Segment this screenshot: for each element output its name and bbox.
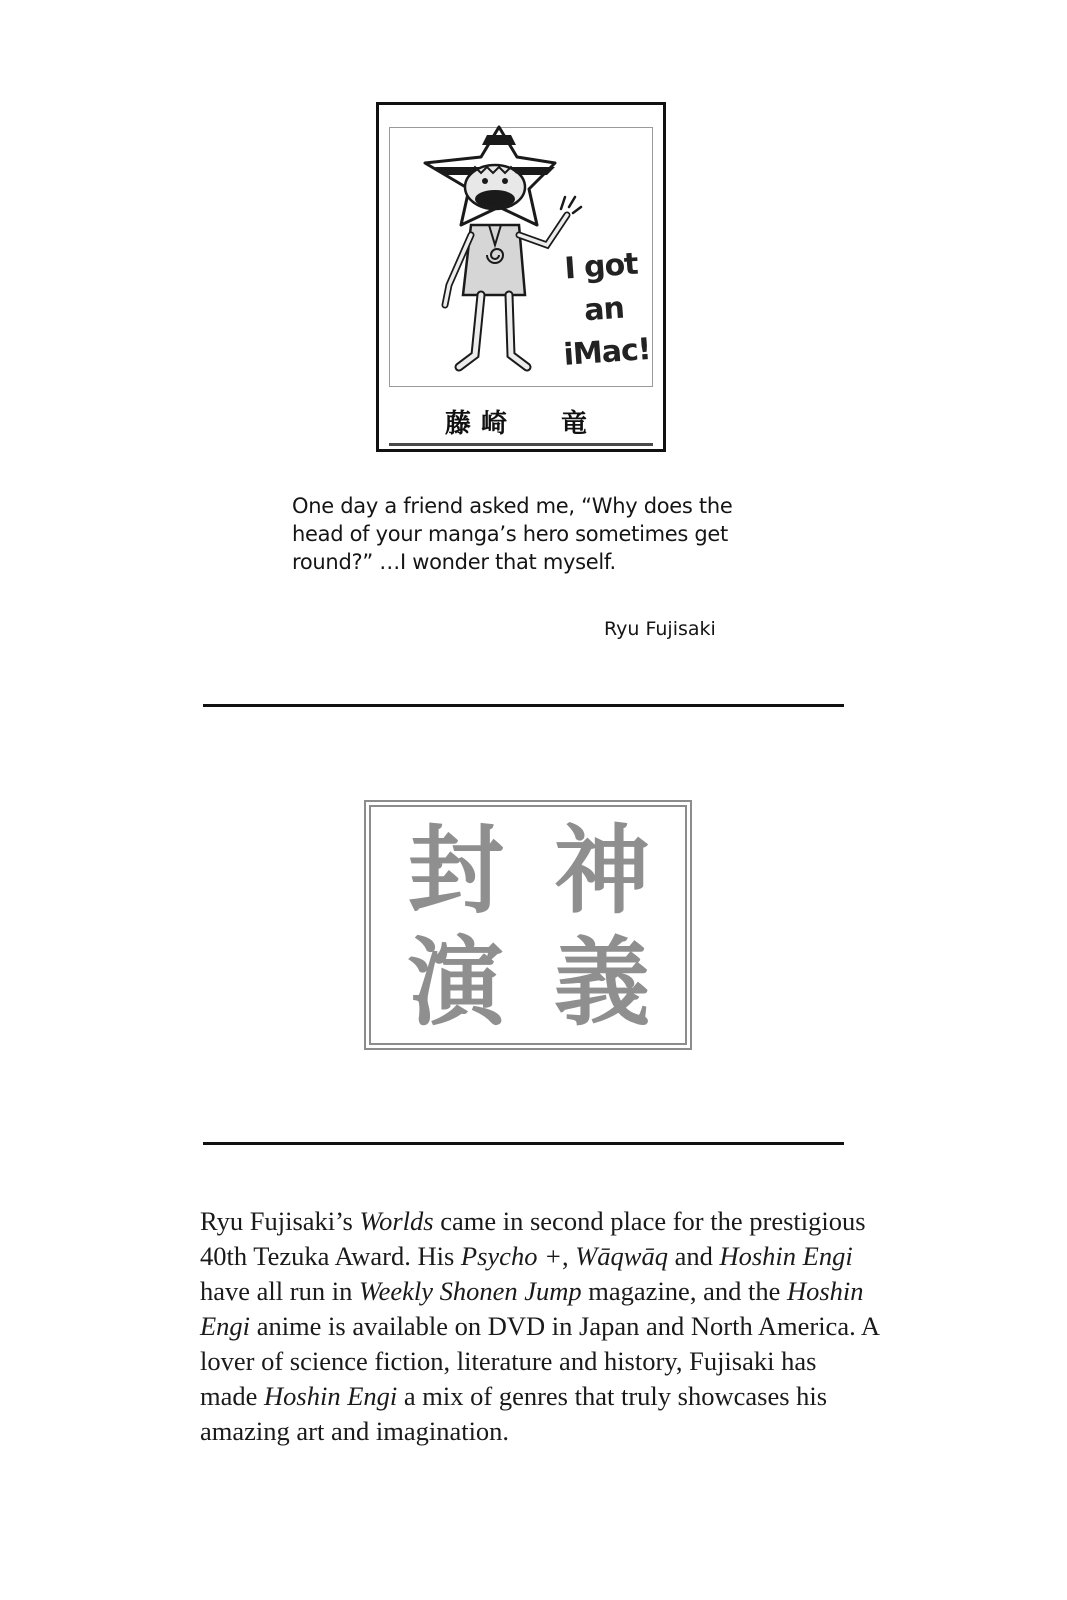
given-name: 竜 (561, 409, 598, 439)
speech-note (555, 242, 654, 377)
bio-title: Hoshin Engi (264, 1381, 398, 1411)
bio-text: and (667, 1241, 720, 1271)
bio-text: magazine, and the (581, 1276, 787, 1306)
speech-line-1: I got (563, 246, 639, 287)
seal-char-2: 義 (554, 926, 650, 1039)
speech-line-3: iMac! (562, 331, 652, 373)
author-signature: Ryu Fujisaki (604, 618, 716, 640)
author-comment: One day a friend asked me, “Why does the head of your manga’s hero sometimes get round?” …I wonder that myself. (292, 494, 733, 574)
speech-line-2: an (583, 290, 625, 329)
author-biography (200, 1204, 880, 1449)
bio-title: Hoshin Engi (719, 1241, 853, 1271)
seal-char-4: 演 (408, 926, 504, 1039)
family-name: 藤崎 (444, 409, 517, 439)
author-portrait-card (376, 102, 666, 452)
title-seal (364, 800, 692, 1050)
seal-char-3: 封 (408, 814, 504, 927)
bio-text: anime is available on DVD in Japan and North America. A lover of science fiction, literature and history, Fujisaki has made (200, 1311, 879, 1411)
divider-top (203, 704, 844, 707)
bio-title: Hoshin Engi (200, 1276, 864, 1341)
bio-text: came in second place for the prestigious 40th Tezuka Award. His (200, 1206, 866, 1271)
author-name-japanese (379, 403, 663, 440)
bio-text: , (561, 1241, 576, 1271)
bio-text: Ryu Fujisaki’s (200, 1206, 360, 1236)
bio-title: Psycho + (460, 1241, 562, 1271)
bio-title: Weekly Shonen Jump (358, 1276, 582, 1306)
bio-text: have all run in (200, 1276, 359, 1306)
name-underline (389, 443, 653, 446)
seal-char-1: 神 (554, 814, 650, 927)
bio-text: a mix of genres that truly showcases his amazing art and imagination. (200, 1381, 828, 1446)
divider-bottom (203, 1142, 844, 1145)
bio-title: Wāqwāq (575, 1241, 668, 1271)
bio-title: Worlds (359, 1206, 434, 1236)
seal-characters (383, 815, 675, 1039)
